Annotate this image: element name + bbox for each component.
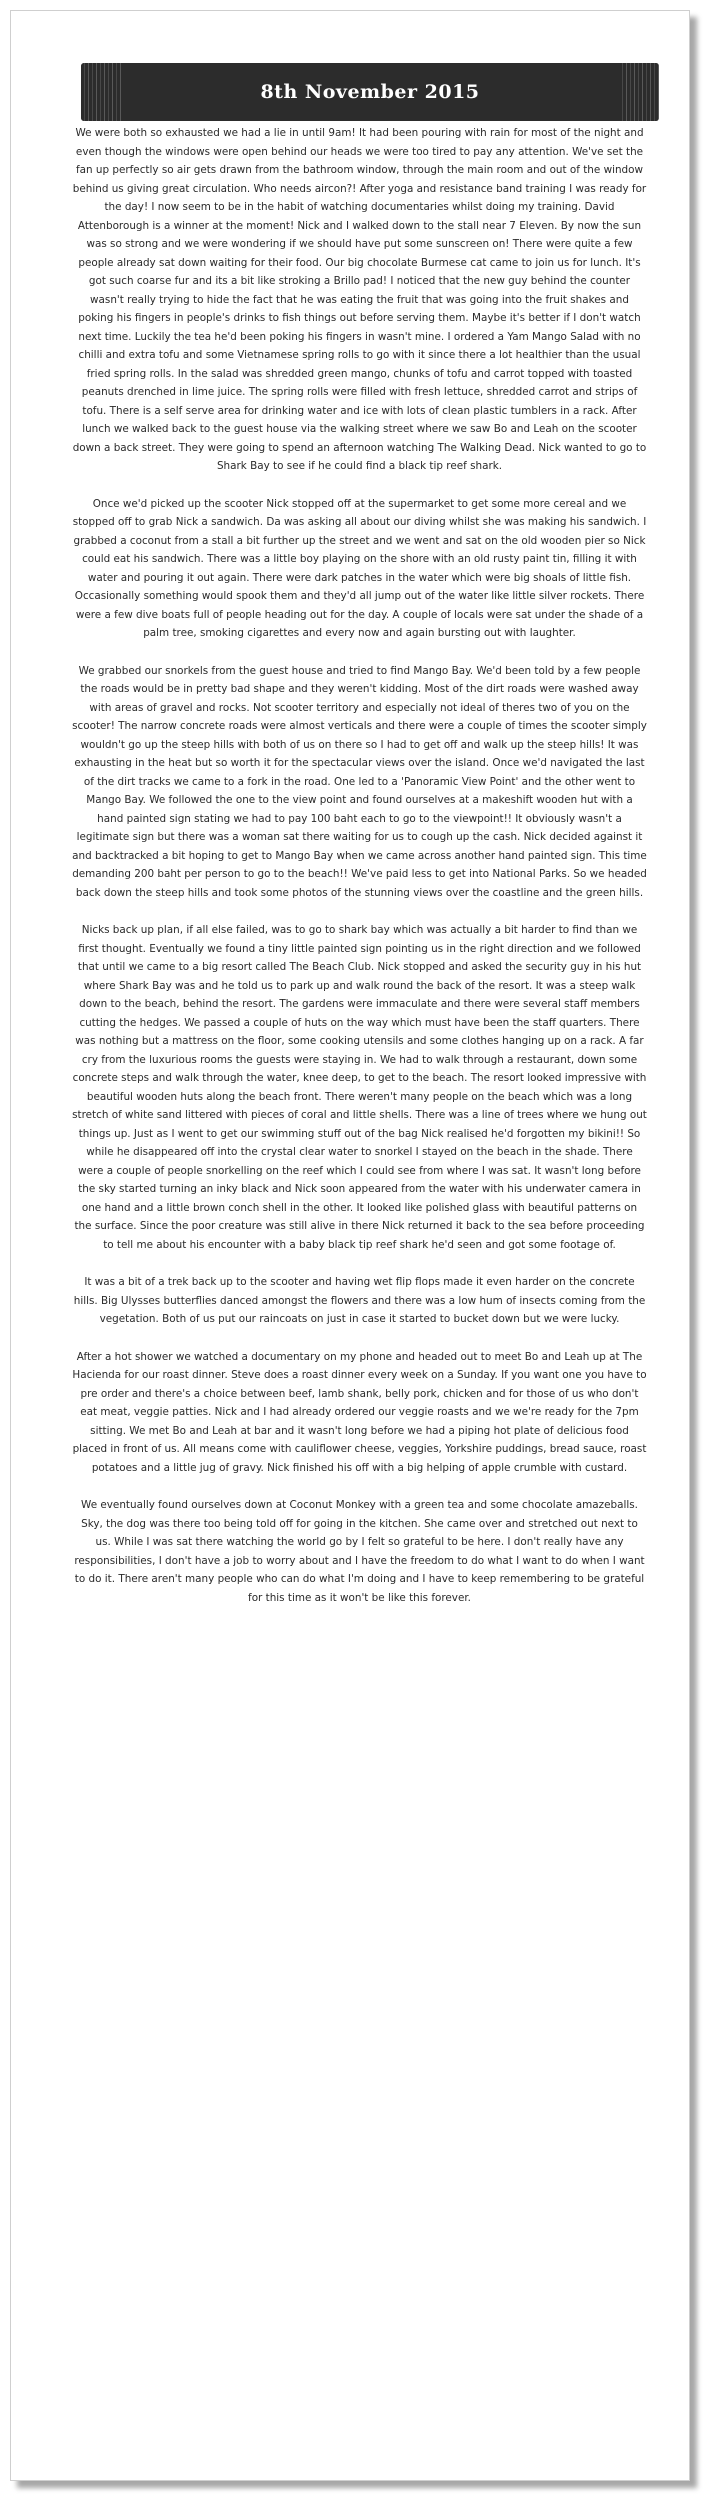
paragraph-mango-bay: We grabbed our snorkels from the guest house and tried to find Mango Bay. We'd been told by a few people the roads would be in pretty bad shape and they weren't kidding. Most of the dirt roads were washed away with areas of gravel and rocks. Not scooter territory and especially not ideal of theres two of you on the scooter! The narrow concrete roads were almost verticals and there were a couple of times the scooter simply wouldn't go up the steep hills with both of us on there so I had to get off and walk up the steep hills! It was exhausting in the heat but so worth it for the spectacular views over the island. Once we'd navigated the last of the dirt tracks we came to a fork in the road. One led to a 'Panoramic View Point' and the other went to Mango Bay. We followed the one to the view point and found ourselves at a makeshift wooden hut with a hand painted sign stating we had to pay 100 baht each to go to the viewpoint!! It obviously wasn't a legitimate sign but there was a woman sat there waiting for us to cough up the cash. Nick decided against it and backtracked a bit hoping to get to Mango Bay when we came across another hand painted sign. This time demanding 200 baht per person to go to the beach!! We've paid less to get into National Parks. So we headed back down the steep hills and took some photos of the stunning views over the coastline and the green hills. xyxy=(72,664,647,899)
journal-body xyxy=(72,124,647,1626)
paragraph-roast-dinner: After a hot shower we watched a documentary on my phone and headed out to meet Bo and Leah up at The Hacienda for our roast dinner. Steve does a roast dinner every week on a Sunday. If you want one you have to pre order and there's a choice between beef, lamb shank, belly pork, chicken and for those of us who don't eat meat, veggie patties. Nick and I had already ordered our veggie roasts and we we're ready for the 7pm sitting. We met Bo and Leah at bar and it wasn't long before we had a piping hot plate of delicious food placed in front of us. All means come with cauliflower cheese, veggies, Yorkshire puddings, bread sauce, roast potatoes and a little jug of gravy. Nick finished his off with a big helping of apple crumble with custard. xyxy=(72,1350,647,1474)
paragraph-trek-back: It was a bit of a trek back up to the scooter and having wet flip flops made it even harder on the concrete hills. Big Ulysses butterflies danced amongst the flowers and there was a low hum of insects coming from the vegetation. Both of us put our raincoats on just in case it started to bucket down but we were lucky. xyxy=(73,1276,646,1325)
banner-brush-edge-left xyxy=(81,63,121,121)
date-banner xyxy=(81,63,659,121)
paragraph-pier: Once we'd picked up the scooter Nick stopped off at the supermarket to get some more cereal and we stopped off to grab Nick a sandwich. Da was asking all about our diving whilst she was making his sandwich. I grabbed a coconut from a stall a bit further up the street and we went and sat on the old wooden pier so Nick could eat his sandwich. There was a little boy playing on the shore with an old rusty paint tin, filling it with water and pouring it out again. There were dark patches in the water which were big shoals of little fish. Occasionally something would spook them and they'd all jump out of the water like little silver rockets. There were a few dive boats full of people heading out for the day. A couple of locals were sat under the shade of a palm tree, smoking cigarettes and every now and again bursting out with laughter. xyxy=(72,497,647,639)
paragraph-coconut-monkey: We eventually found ourselves down at Coconut Monkey with a green tea and some chocolate amazeballs. Sky, the dog was there too being told off for going in the kitchen. She came over and stretched out next to us. While I was sat there watching the world go by I felt so grateful to be here. I don't really have any responsibilities, I don't have a job to worry about and I have the freedom to do what I want to do when I want to do it. There aren't many people who can do what I'm doing and I have to keep remembering to be grateful for this time as it won't be like this forever. xyxy=(74,1499,645,1604)
entry-date: 8th November 2015 xyxy=(260,81,480,103)
banner-brush-edge-right xyxy=(619,63,659,121)
paragraph-shark-bay: Nicks back up plan, if all else failed, was to go to shark bay which was actually a bit harder to find than we first thought. Eventually we found a tiny little painted sign pointing us in the right direction and we followed that until we came to a big resort called The Beach Club. Nick stopped and asked the security guy in his hut where Shark Bay was and he told us to park up and walk round the back of the resort. It was a steep walk down to the beach, behind the resort. The gardens were immaculate and there were several staff members cutting the hedges. We passed a couple of huts on the way which must have been the staff quarters. There was nothing but a mattress on the floor, some cooking utensils and some clothes hanging up on a rack. A far cry from the luxurious rooms the guests were staying in. We had to walk through a restaurant, down some concrete steps and walk through the water, knee deep, to get to the beach. The resort looked impressive with beautiful wooden huts along the beach front. There weren't many people on the beach which was a long stretch of white sand littered with pieces of coral and little shells. There was a line of trees where we hung out things up. Just as I went to get our swimming stuff out of the bag Nick realised he'd forgotten my bikini!! So while he disappeared off into the crystal clear water to snorkel I stayed on the beach in the shade. There were a couple of people snorkelling on the reef which I could see from where I was sat. It wasn't long before the sky started turning an inky black and Nick soon appeared from the water with his underwater camera in one hand and a little brown conch shell in the other. It looked like polished glass with beautiful patterns on the surface. Since the poor creature was still alive in there Nick returned it back to the sea before proceeding to tell me about his encounter with a baby black tip reef shark he'd seen and got some footage of. xyxy=(72,924,647,1251)
paragraph-lunch: We were both so exhausted we had a lie in until 9am! It had been pouring with rain for most of the night and even though the windows were open behind our heads we were too tired to pay any attention. We've set the fan up perfectly so air gets drawn from the bathroom window, through the main room and out of the window behind us giving great circulation. Who needs aircon?! After yoga and resistance band training I was ready for the day! I now seem to be in the habit of watching documentaries whilst doing my training. David Attenborough is a winner at the moment! Nick and I walked down to the stall near 7 Eleven. By now the sun was so strong and we were wondering if we should have put some sunscreen on! There were quite a few people already sat down waiting for their food. Our big chocolate Burmese cat came to join us for lunch. It's got such coarse fur and its a bit like stroking a Brillo pad! I noticed that the new guy behind the counter wasn't really trying to hide the fact that he was eating the fruit that was going into the fruit shakes and poking his fingers in people's drinks to fish things out before serving them. Maybe it's better if I don't watch next time. Luckily the tea he'd been poking his fingers in wasn't mine. I ordered a Yam Mango Salad with no chilli and extra tofu and some Vietnamese spring rolls to go with it since there a lot healthier than the usual fried spring rolls. In the salad was shredded green mango, chunks of tofu and carrot topped with toasted peanuts drenched in lime juice. The spring rolls were filled with fresh lettuce, shredded carrot and strips of tofu. There is a self serve area for drinking water and ice with lots of clean plastic tumblers in a rack. After lunch we walked back to the guest house via the walking street where we saw Bo and Leah on the scooter down a back street. They were going to spend an afternoon watching The Walking Dead. Nick wanted to go to Shark Bay to see if he could find a black tip reef shark. xyxy=(72,127,647,472)
